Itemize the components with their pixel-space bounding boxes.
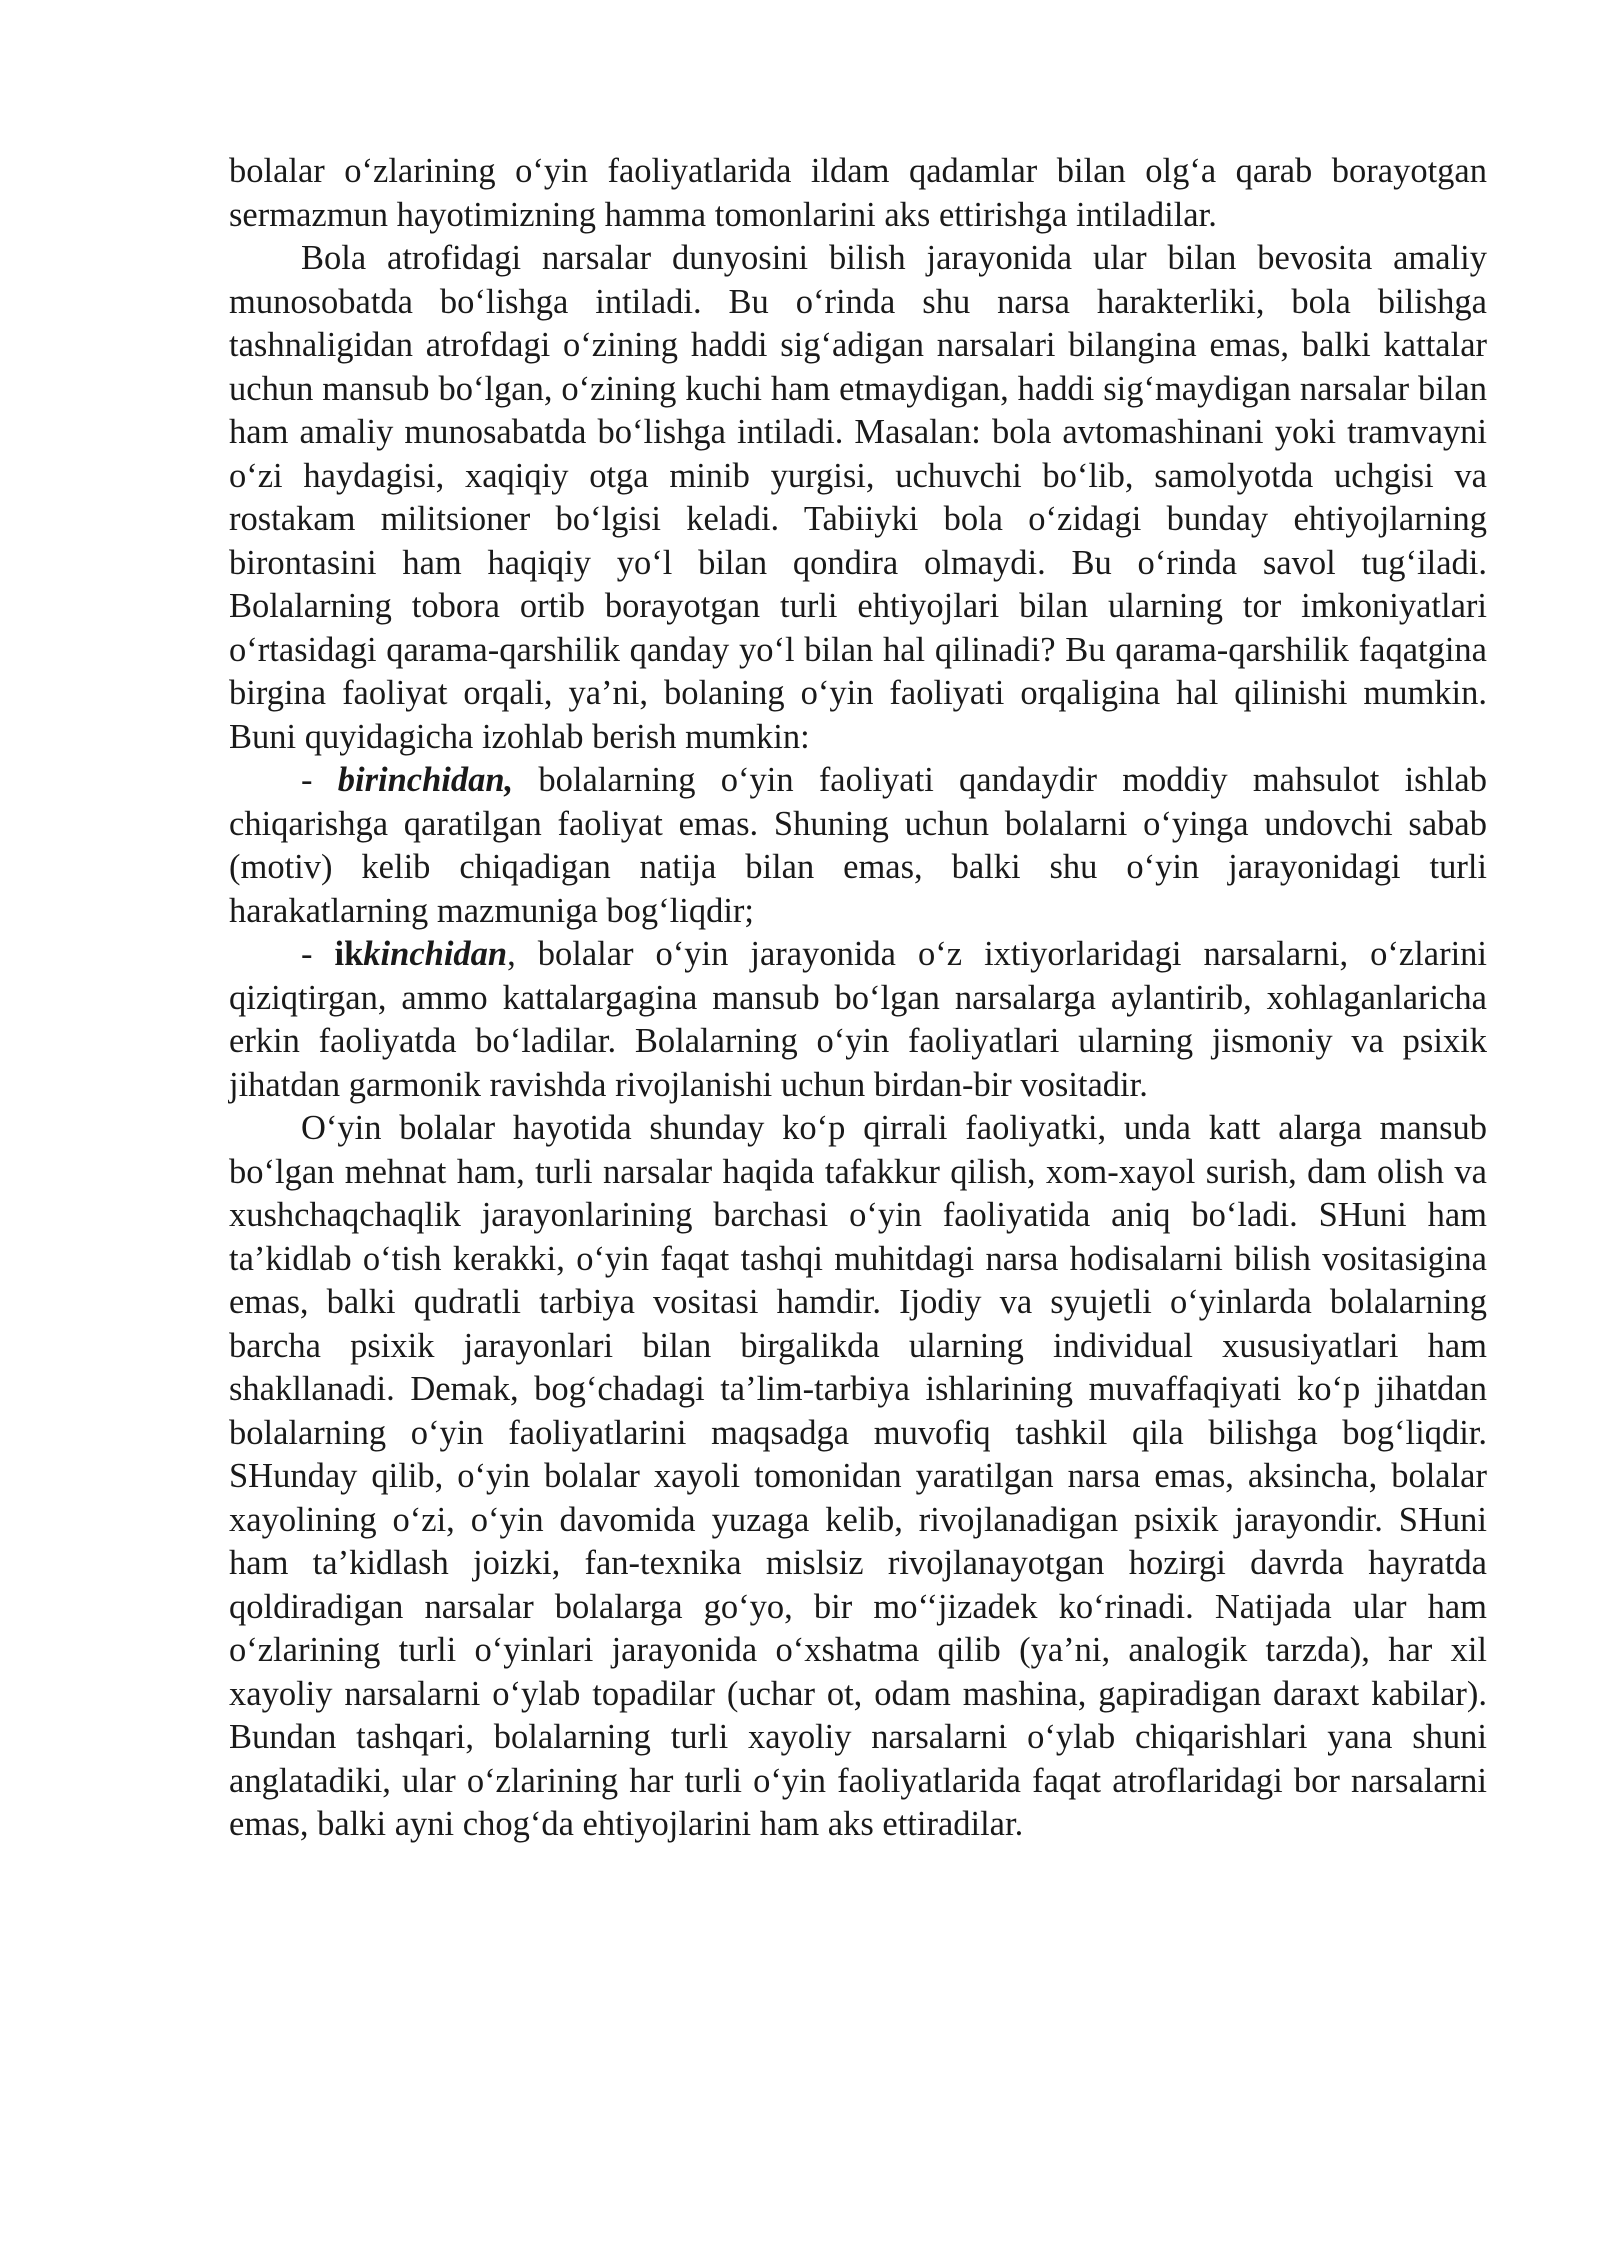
paragraph-second-point — [229, 933, 1487, 1107]
list-dash: - — [301, 761, 338, 799]
second-point-term: kinchidan — [363, 935, 508, 973]
first-point-term: birinchidan, — [337, 761, 514, 799]
first-point-text: bolalarning o‘yin faoliyati qandaydir moddiy mahsulot ishlab chiqarishga qaratilgan faoliyat emas. Shuning uchun bolalarni o‘yinga undovchi sabab (motiv) kelib chiqadigan natija bilan emas, balki shu o‘yin jarayonidagi turli harakatlarning mazmuniga bog‘liqdir; — [229, 761, 1487, 930]
second-point-text: bolalar o‘yin jarayonida o‘z ixtiyorlaridagi narsalarni, o‘zlarini qiziqtirgan, ammo kattalargagina mansub bo‘lgan narsalarga aylantirib, xohlaganlaricha erkin faoliyatda bo‘ladilar. Bolalarning o‘yin faoliyatlari ularning jismoniy va psixik jihatdan garmonik ravishda rivojlanishi uchun birdan-bir vositadir. — [229, 935, 1487, 1104]
second-point-comma: , — [507, 935, 516, 973]
paragraph-first-point — [229, 759, 1487, 933]
document-page — [229, 150, 1487, 1847]
paragraph-continuation: bolalar o‘zlarining o‘yin faoliyatlarida ildam qadamlar bilan olg‘a qarab borayotgan sermazmun hayotimizning hamma tomonlarini aks ettirishga intiladilar. — [229, 152, 1487, 234]
paragraph-child-cognition: Bola atrofidagi narsalar dunyosini bilish jarayonida ular bilan bevosita amaliy munosobatda bo‘lishga intiladi. Bu o‘rinda shu narsa harakterliki, bola bilishga tashnaligidan atrofdagi o‘zining haddi sig‘adigan narsalari bilangina emas, balki kattalar uchun mansub bo‘lgan, o‘zining kuchi ham etmaydigan, haddi sig‘maydigan narsalar bilan ham amaliy munosabatda bo‘lishga intiladi. Masalan: bola avtomashinani yoki tramvayni o‘zi haydagisi, xaqiqiy otga minib yurgisi, uchuvchi bo‘lib, samolyotda uchgisi va rostakam militsioner bo‘lgisi keladi. Tabiiyki bola o‘zidagi bunday ehtiyojlarning birontasini ham haqiqiy yo‘l bilan qondira olmaydi. Bu o‘rinda savol tug‘iladi. Bolalarning tobora ortib borayotgan turli ehtiyojlari bilan ularning tor imkoniyatlari o‘rtasidagi qarama-qarshilik qanday yo‘l bilan hal qilinadi? Bu qarama-qarshilik faqatgina birgina faoliyat orqali, ya’ni, bolaning o‘yin faoliyati orqaligina hal qilinishi mumkin. Buni quyidagicha izohlab berish mumkin: — [229, 239, 1487, 756]
second-point-term-prefix: ik — [334, 935, 364, 973]
paragraph-play-activity: O‘yin bolalar hayotida shunday ko‘p qirrali faoliyatki, unda katt alarga mansub bo‘lgan mehnat ham, turli narsalar haqida tafakkur qilish, xom-xayol surish, dam olish va xushchaqchaqlik jarayonlarining barchasi o‘yin faoliyatida aniq bo‘ladi. SHuni ham ta’kidlab o‘tish kerakki, o‘yin faqat tashqi muhitdagi narsa hodisalarni bilish vositasigina emas, balki qudratli tarbiya vositasi hamdir. Ijodiy va syujetli o‘yinlarda bolalarning barcha psixik jarayonlari bilan birgalikda ularning individual xususiyatlari ham shakllanadi. Demak, bog‘chadagi ta’lim-tarbiya ishlarining muvaffaqiyati ko‘p jihatdan bolalarning o‘yin faoliyatlarini maqsadga muvofiq tashkil qila bilishga bog‘liqdir. SHunday qilib, o‘yin bolalar xayoli tomonidan yaratilgan narsa emas, aksincha, bolalar xayolining o‘zi, o‘yin davomida yuzaga kelib, rivojlanadigan psixik jarayondir. SHuni ham ta’kidlash joizki, fan-texnika mislsiz rivojlanayotgan hozirgi davrda hayratda qoldiradigan narsalar bolalarga go‘yo, bir mo‘‘jizadek ko‘rinadi. Natijada ular ham o‘zlarining turli o‘yinlari jarayonida o‘xshatma qilib (ya’ni, analogik tarzda), har xil xayoliy narsalarni o‘ylab topadilar (uchar ot, odam mashina, gapiradigan daraxt kabilar). Bundan tashqari, bolalarning turli xayoliy narsalarni o‘ylab chiqarishlari yana shuni anglatadiki, ular o‘zlarining har turli o‘yin faoliyatlarida faqat atroflaridagi bor narsalarni emas, balki ayni chog‘da ehtiyojlarini ham aks ettiradilar. — [229, 1109, 1487, 1843]
list-dash: - — [301, 935, 335, 973]
